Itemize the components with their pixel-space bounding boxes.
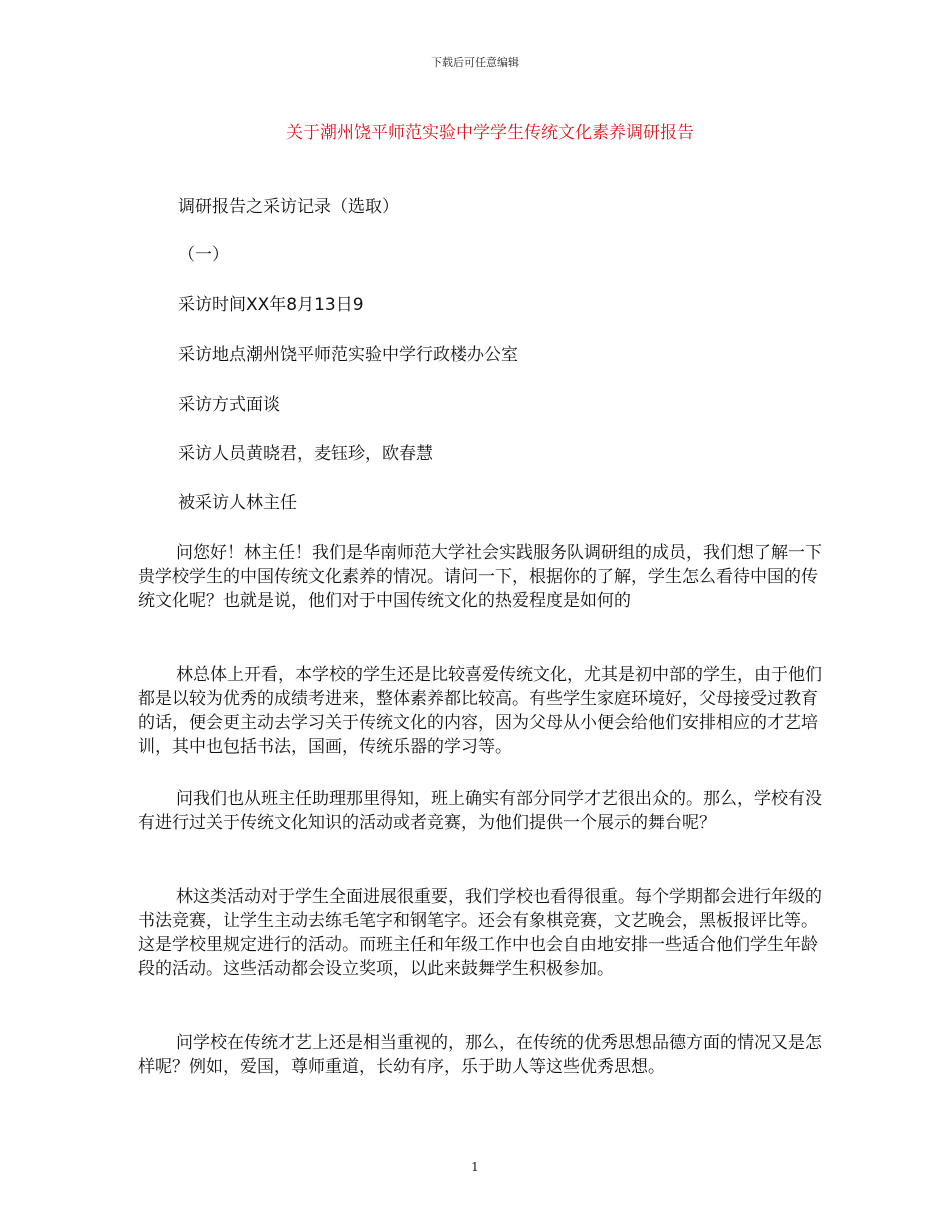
paragraph-question-3: 问学校在传统才艺上还是相当重视的，那么，在传统的优秀思想品德方面的情况又是怎样呢？例如，爱国，尊师重道，长幼有序，乐于助人等这些优秀思想。 bbox=[138, 1033, 822, 1077]
interviewers: 采访人员黄晓君，麦钰珍，欧春慧 bbox=[178, 444, 433, 464]
paragraph-question-1: 问您好！林主任！我们是华南师范大学社会实践服务队调研组的成员，我们想了解一下贵学校学生的中国传统文化素养的情况。请问一下，根据你的了解，学生怎么看待中国的传统文化呢？也就是说，他们对于中国传统文化的热爱程度是如何的 bbox=[138, 543, 822, 611]
header-note: 下载后可任意编辑 bbox=[431, 56, 519, 69]
interview-method: 采访方式面谈 bbox=[178, 395, 280, 415]
document-title: 关于潮州饶平师范实验中学学生传统文化素养调研报告 bbox=[286, 123, 694, 143]
interview-location: 采访地点潮州饶平师范实验中学行政楼办公室 bbox=[178, 345, 518, 365]
interview-time: 采访时间XX年8月13日9 bbox=[178, 295, 364, 315]
paragraph-answer-2: 林这类活动对于学生全面进展很重要，我们学校也看得很重。每个学期都会进行年级的书法竞赛，让学生主动去练毛笔字和钢笔字。还会有象棋竞赛，文艺晚会，黑板报评比等。这是学校里规定进行的活动。而班主任和年级工作中也会自由地安排一些适合他们学生年龄段的活动。这些活动都会设立奖项，以此来鼓舞学生积极参加。 bbox=[138, 887, 822, 979]
interviewee: 被采访人林主任 bbox=[178, 493, 297, 513]
paragraph-answer-1: 林总体上开看，本学校的学生还是比较喜爱传统文化，尤其是初中部的学生，由于他们都是以较为优秀的成绩考进来，整体素养都比较高。有些学生家庭环境好，父母接受过教育的话，便会更主动去学习关于传统文化的内容，因为父母从小便会给他们安排相应的才艺培训，其中也包括书法，国画，传统乐器的学习等。 bbox=[138, 665, 822, 757]
paragraph-question-2: 问我们也从班主任助理那里得知，班上确实有部分同学才艺很出众的。那么，学校有没有进行过关于传统文化知识的活动或者竞赛，为他们提供一个展示的舞台呢？ bbox=[138, 789, 822, 833]
section-heading: 调研报告之采访记录（选取） bbox=[178, 197, 399, 217]
page-number: 1 bbox=[471, 1160, 479, 1174]
part-label: （一） bbox=[178, 245, 229, 265]
